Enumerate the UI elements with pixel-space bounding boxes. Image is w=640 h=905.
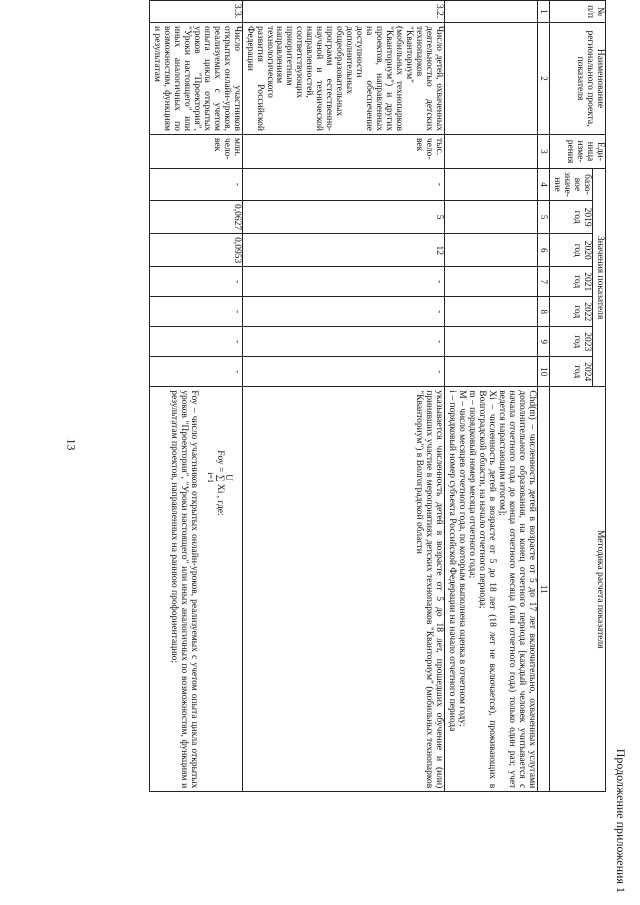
formula-lower-limit: i=1 [206,472,216,483]
col-number: 8 [537,297,549,327]
formula [206,450,233,788]
landscape-content [108,0,628,905]
col-unit-header: Еди-ница изме-рения [550,135,606,169]
method-cell: указывается численность детей в возрасте от 5 до 18 лет, прошедших обучение и (или) принявших участие в мероприятиях детских технопарков "Кванториум" (мобильных технопарков "Кванториум") в Волгоградской области [242,387,444,792]
indicator-name: Число детей, охваченных деятельностью детских технопарков "Кванториум" (мобильных технопарков "Кванториум") и других проектов, направленных на обеспечение доступности дополнительных общеобразовательных программ естественно-научной и технической направленностей, соответствующих приоритетным направлениям технологического развития Российской Федерации [242,23,444,135]
col-2019-header: 2019 год [550,201,593,234]
col-number: 7 [537,267,549,297]
value-2024: - [149,357,242,387]
value-2020: 0,0953 [149,234,242,267]
col-name-header: Наименование регионального проекта, показателя [550,23,606,135]
value-2020: 12 [242,234,444,267]
method-cell [149,387,242,792]
page-number: 13 [64,438,79,451]
value-2024: - [242,357,444,387]
base-value: - [242,169,444,201]
table-row [149,1,242,792]
col-number: 9 [537,327,549,357]
col-num-header: № п/п [550,1,606,23]
unit-cell: тыс. чело-век [242,135,444,169]
col-method-header: Методика расчета показателя [550,387,606,792]
col-2023-header: 2023 год [550,327,593,357]
col-number: 10 [537,357,549,387]
unit-cell: млн. чело-век [149,135,242,169]
value-2022: - [149,297,242,327]
row-number: 3.3. [149,1,242,23]
value-2019: 5 [242,201,444,234]
col-2020-header: 2020 год [550,234,593,267]
row-number: 3.2. [242,1,444,23]
column-numbers-row [537,1,549,792]
col-number: 11 [537,387,549,792]
col-number: 6 [537,234,549,267]
value-2022: - [242,297,444,327]
value-2023: - [149,327,242,357]
base-value: - [149,169,242,201]
indicators-table [149,0,606,792]
value-2021: - [149,267,242,297]
table-row-continuation [445,1,538,792]
col-base-header: базо-вое значе-ние [550,169,593,201]
col-number: 3 [537,135,549,169]
value-2019: 0,0627 [149,201,242,234]
header-row [593,1,606,792]
indicator-name: Число участников открытых онлайн-уроков, реализуемых с учетом опыта цикла открытых уроков "Проектория", "Уроки настоящего" или иных аналогичных по возможностям, функциям и результатам [149,23,242,135]
col-number: 4 [537,169,549,201]
method-text: Fоу – число участников открытых онлайн-уроков, реализуемых с учетом опыта цикла открытых уроков "Проектория", "Уроки настоящего" или иных аналогичных по возможностям, функциям и результатам проектов, направленных на раннюю профориентацию; [169,390,200,789]
col-2021-header: 2021 год [550,267,593,297]
method-cell: Chd(m) – численность детей в возрасте от 5 до 17 лет включительно, охваченных услугами дополнительного образования, на конец отчетного периода [каждый человек учитывается с начала отчетного года до конца отчетного месяца (или отчетного года) только один раз; учет ведется нарастающим итогом]; Xi – численность детей в возрасте от 5 до 18 лет (18 лет не включается), проживающих в Волгоградской области, на начало отчетного периода; m – порядковый номер месяца отчетного года; M – число месяцев отчетного года, по которым выполнена оценка в отчетном году; i – порядковый номер субъекта Российской Федерации на начало отчетного периода [445,387,538,792]
col-number: 5 [537,201,549,234]
formula-upper-limit: U [223,474,234,481]
col-2022-header: 2022 год [550,297,593,327]
formula-body: Fоу = ∑ Xi , где: [214,450,225,516]
table-row [242,1,444,792]
value-2021: - [242,267,444,297]
col-number: 2 [537,23,549,135]
appendix-caption: Продолжение приложения 1 [614,748,628,893]
values-group-header: Значения показателя [593,169,606,387]
value-2023: - [242,327,444,357]
col-number: 1 [537,1,549,23]
col-2024-header: 2024 год [550,357,593,387]
